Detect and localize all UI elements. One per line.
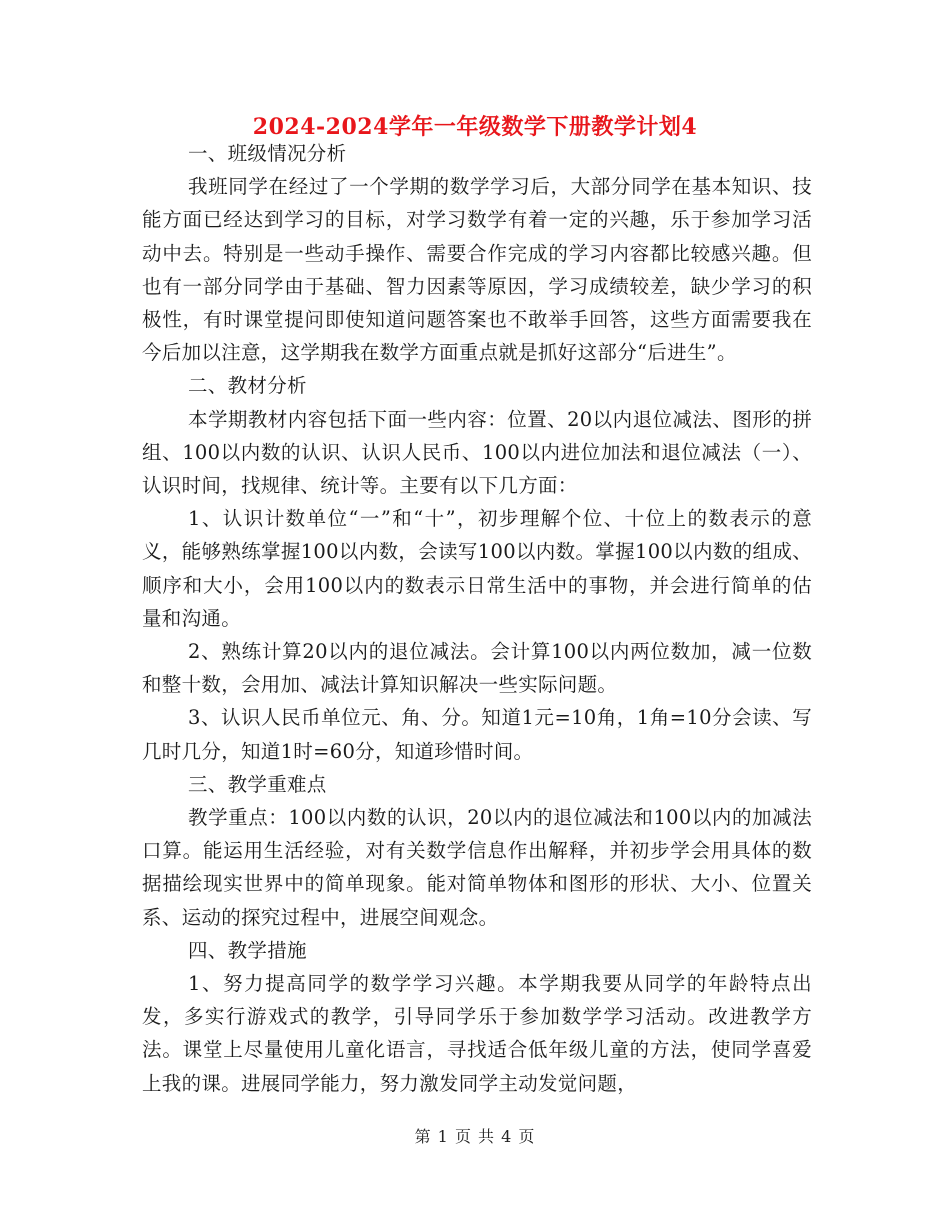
section-heading-textbook-analysis: 二、教材分析 xyxy=(188,374,307,398)
page-number-footer: 第 1 页 共 4 页 xyxy=(414,1127,536,1146)
document-body xyxy=(142,137,812,1100)
paragraph-point-2: 2、熟练计算20以内的退位减法。会计算100以内两位数加，减一位数和整十数，会用加、减法计算知识解决一些实际问题。 xyxy=(142,640,812,697)
paragraph-point-3: 3、认识人民币单位元、角、分。知道1元=10角，1角=10分会读、写几时几分，知道1时=60分，知道珍惜时间。 xyxy=(142,706,812,763)
section-heading-teaching-measures: 四、教学措施 xyxy=(188,938,307,962)
section-heading-key-difficulties: 三、教学重难点 xyxy=(188,772,327,796)
paragraph-point-1: 1、认识计数单位“一”和“十”，初步理解个位、十位上的数表示的意义，能够熟练掌握100以内数，会读写100以内数。掌握100以内数的组成、顺序和大小，会用100以内的数表示日常生活中的事物，并会进行简单的估量和沟通。 xyxy=(142,507,812,630)
paragraph-class-analysis: 我班同学在经过了一个学期的数学学习后，大部分同学在基本知识、技能方面已经达到学习的目标，对学习数学有着一定的兴趣，乐于参加学习活动中去。特别是一些动手操作、需要合作完成的学习内容都比较感兴趣。但也有一部分同学由于基础、智力因素等原因，学习成绩较差，缺少学习的积极性，有时课堂提问即使知道问题答案也不敢举手回答，这些方面需要我在今后加以注意，这学期我在数学方面重点就是抓好这部分“后进生”。 xyxy=(142,175,812,365)
section-heading-class-analysis: 一、班级情况分析 xyxy=(188,142,347,165)
paragraph-measure-1: 1、努力提高同学的数学学习兴趣。本学期我要从同学的年龄特点出发，多实行游戏式的教学，引导同学乐于参加数学学习活动。改进教学方法。课堂上尽量使用儿童化语言，寻找适合低年级儿童的方法，使同学喜爱上我的课。进展同学能力，努力激发同学主动发觉问题， xyxy=(142,972,812,1095)
paragraph-textbook-contents: 本学期教材内容包括下面一些内容：位置、20以内退位减法、图形的拼组、100以内数的认识、认识人民币、100以内进位加法和退位减法（一）、认识时间，找规律、统计等。主要有以下几方面： xyxy=(142,407,812,498)
document-title: 2024-2024学年一年级数学下册教学计划4 xyxy=(252,114,698,140)
paragraph-key-points: 教学重点：100以内数的认识，20以内的退位减法和100以内的加减法口算。能运用生活经验，对有关数学信息作出解释，并初步学会用具体的数据描绘现实世界中的简单现象。能对简单物体和图形的形状、大小、位置关系、运动的探究过程中，进展空间观念。 xyxy=(142,806,812,929)
